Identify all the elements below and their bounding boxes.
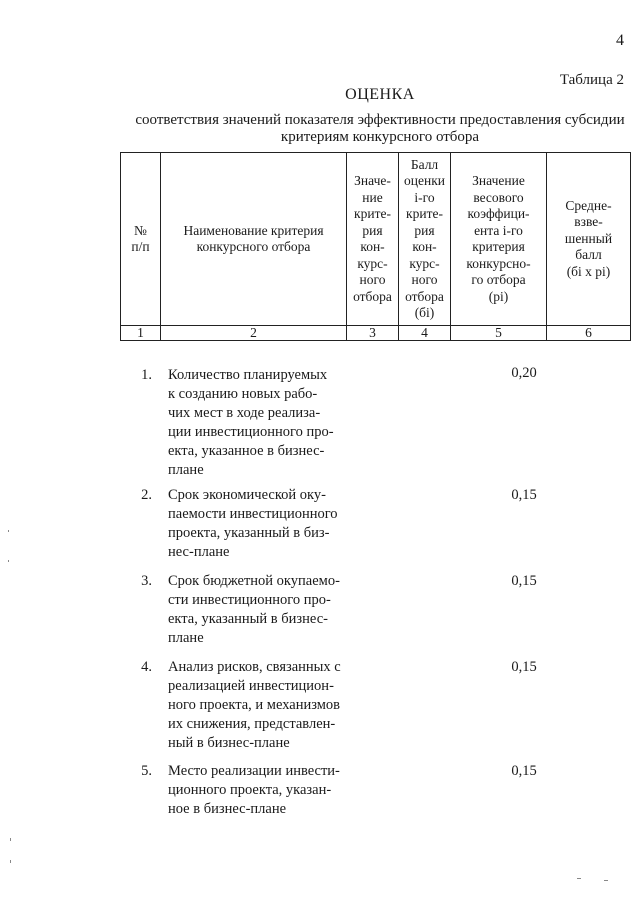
column-number: 4 [399,326,451,341]
criterion-weight: 0,15 [511,659,537,675]
scan-speck [10,860,11,863]
scan-speck [10,838,11,841]
subtitle-line: критериям конкурсного отбора [280,129,480,145]
document-subtitle [120,112,640,146]
criterion-number: 2. [141,487,152,503]
header-criterion-value: Значе- ние крите- рия кон- курс- ного отбора [347,153,399,326]
criterion-number: 1. [141,367,152,383]
criteria-table [120,152,631,341]
criterion-weight: 0,15 [511,763,537,779]
table-header-row [121,153,631,326]
table-label: Таблица 2 [559,72,624,88]
criterion-text: Срок экономической оку- паемости инвестиционного проекта, указанный в биз- нес-плане [168,487,338,560]
page-number: 4 [616,32,624,49]
criterion-text: Количество планируемых к созданию новых рабо- чих мест в ходе реализа- ции инвестиционного про- екта, указанное в бизнес- плане [168,367,334,478]
header-number: № п/п [121,153,161,326]
criterion-number: 3. [141,573,152,589]
column-number: 2 [161,326,347,341]
criterion-text: Анализ рисков, связанных с реализацией инвестицион- ного проекта, и механизмов их снижения, представлен- ный в бизнес-плане [168,659,341,751]
column-number: 5 [451,326,547,341]
criterion-weight: 0,20 [511,365,537,381]
column-number-row [121,326,631,341]
header-weight-coefficient: Значение весового коэффици- ента i-го критерия конкурсно- го отбора (pi) [451,153,547,326]
criterion-text: Срок бюджетной окупаемо- сти инвестиционного про- екта, указанный в бизнес- плане [168,573,340,646]
criterion-text: Место реализации инвести- ционного проекта, указан- ное в бизнес-плане [168,763,340,817]
column-number: 6 [547,326,631,341]
scan-speck [8,530,9,532]
scan-speck [604,880,608,881]
criterion-number: 5. [141,763,152,779]
criterion-weight: 0,15 [511,487,537,503]
header-weighted-score: Средне- взве- шенный балл (бi x pi) [547,153,631,326]
header-criterion-score: Балл оценки i-го крите- рия кон- курс- ного отбора (бi) [399,153,451,326]
criterion-number: 4. [141,659,152,675]
scan-speck [577,878,581,879]
criterion-weight: 0,15 [511,573,537,589]
header-criterion-name: Наименование критерия конкурсного отбора [161,153,347,326]
column-number: 1 [121,326,161,341]
subtitle-line: соответствия значений показателя эффективности предоставления субсидии [135,112,625,128]
document-title: ОЦЕНКА [345,86,415,103]
scan-speck [8,560,9,562]
column-number: 3 [347,326,399,341]
